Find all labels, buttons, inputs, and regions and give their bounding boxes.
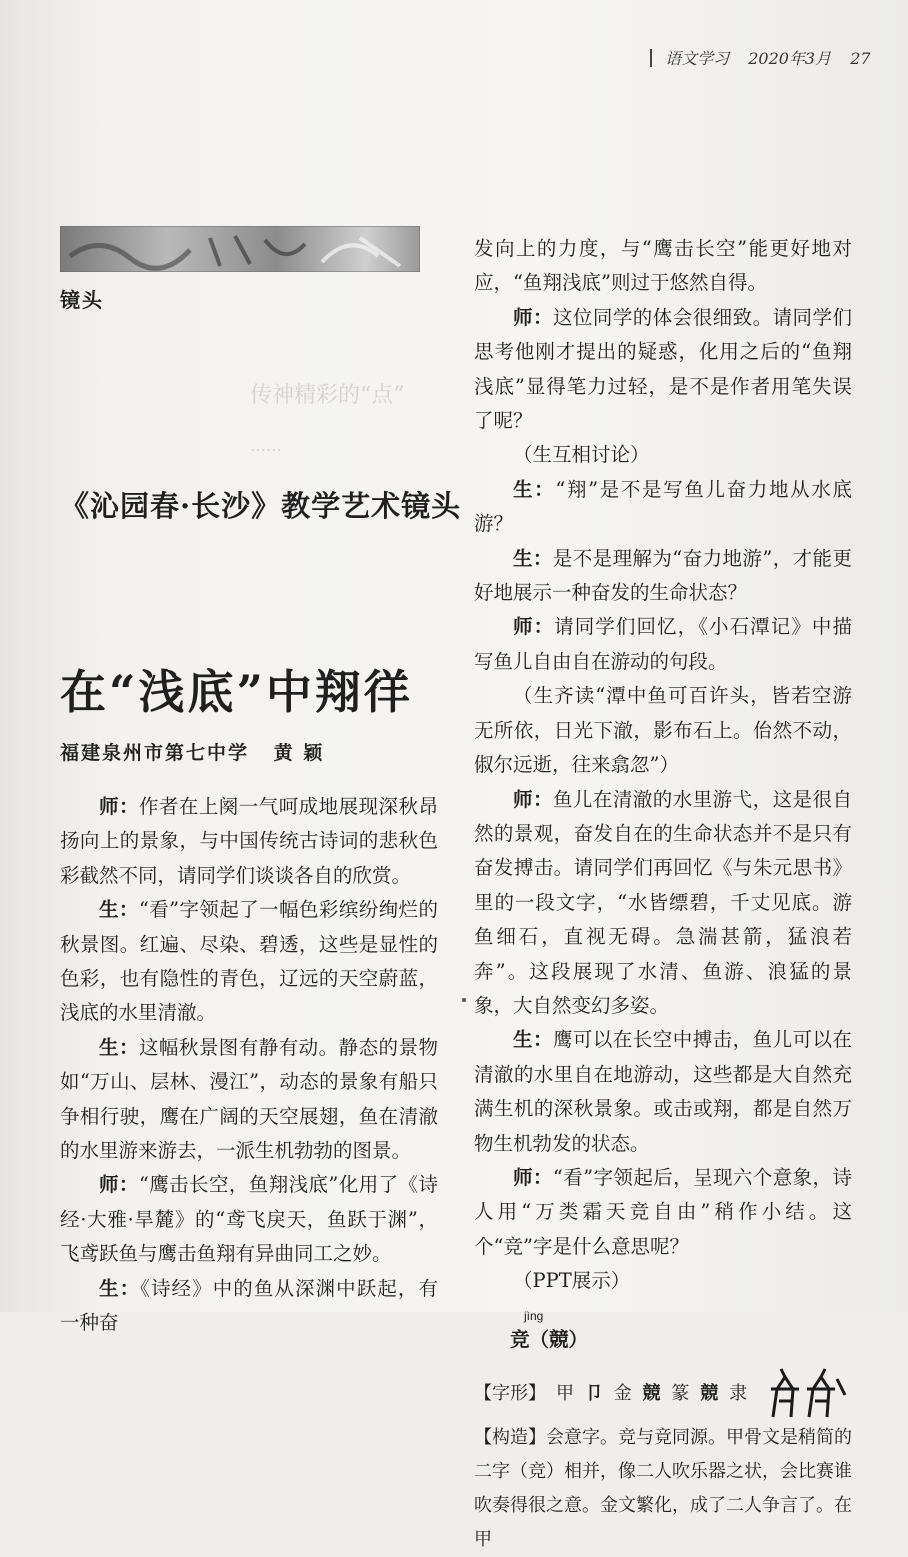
speaker: 生：: [99, 898, 139, 922]
script-form-list: [556, 1377, 747, 1411]
speaker: 生：: [99, 1276, 141, 1300]
paragraph-text: 这幅秋景图有静有动。静态的景物如“万山、层林、漫江”，动态的景象有船只争相行驶，鹰在广阔的天空展翅，鱼在清澈的水里游来游去，一派生机勃勃的图景。: [60, 1035, 438, 1163]
header-divider: [650, 49, 652, 67]
dialogue-paragraph: [474, 1023, 852, 1161]
dialogue-paragraph: [60, 1272, 438, 1341]
speaker: 师：: [99, 1173, 139, 1197]
paragraph-text: 鱼儿在清澈的水里游弋，这是很自然的景观，奋发自在的生命状态并不是只有奋发搏击。请同学们再回忆《与朱元思书》里的一段文字，“水皆缥碧，千丈见底。游鱼细石，直视无碍。急湍甚箭，猛浪若奔”。这段展现了水清、鱼游、浪猛的景象，大自然变幻多姿。: [474, 787, 852, 1017]
paragraph-text: 《诗经》中的鱼从深渊中跃起，有一种奋: [60, 1276, 438, 1335]
dialogue-paragraph: [474, 301, 852, 439]
paragraph-text: （生齐读“潭中鱼可百许头，皆若空游无所依，日光下澈，影布石上。佁然不动，俶尔远逝，往来翕忽”）: [474, 684, 852, 777]
speaker: 师：: [99, 795, 139, 818]
dialogue-paragraph: [474, 610, 852, 679]
dialogue-paragraph: [474, 542, 852, 611]
script-oracle: 甲: [556, 1383, 574, 1404]
dictionary-headword: 竞（競）: [510, 1327, 589, 1351]
stage-direction: [474, 679, 852, 782]
paragraph-text: 是不是理解为“奋力地游”，才能更好地展示一种奋发的生命状态？: [474, 546, 852, 605]
zixing-row: [474, 1367, 852, 1421]
margin-mark: [462, 998, 466, 1002]
paragraph-text: “看”字领起了一幅色彩缤纷绚烂的秋景图。红遍、尽染、碧透，这些是显性的色彩，也有隐性的青色，辽远的天空蔚蓝，浅底的水里清澈。: [60, 898, 438, 1025]
series-title: 《沁园春·长沙》教学艺术镜头: [60, 489, 462, 523]
speaker: 生：: [513, 477, 556, 501]
speaker: 生：: [99, 1035, 139, 1059]
author-school: 福建泉州市第七中学: [60, 742, 250, 764]
column-banner: [60, 226, 420, 272]
speaker: 师：: [513, 787, 553, 811]
byline: [60, 738, 340, 765]
script-bronze: 金: [613, 1383, 632, 1404]
banner-brushstroke-art: [60, 226, 420, 272]
stage-direction: [474, 1264, 852, 1298]
paragraph-text: “看”字领起后，呈现六个意象，诗人用“万类霜天竞自由”稍作小结。这个“竞”字是什么意思呢？: [474, 1165, 852, 1258]
bleed-through-text: ……: [250, 436, 282, 455]
paragraph-text: 请同学们回忆，《小石潭记》中描写鱼儿自由自在游动的句段。: [474, 615, 852, 673]
oracle-glyph-icon: 卩: [584, 1383, 603, 1404]
gouzao-text: 【构造】会意字。竞与竟同源。甲骨文是稍简的二字（竞）相并，像二人吹乐器之状，会比赛谁吹奏得很之意。金文繁化，成了二人争言了。在甲: [474, 1427, 852, 1550]
right-column: [474, 232, 852, 1557]
running-header: [650, 46, 880, 74]
dialogue-paragraph: [60, 893, 438, 1031]
paragraph-text: 作者在上阕一气呵成地展现深秋昂扬向上的景象，与中国传统古诗词的悲秋色彩截然不同，请同学们谈谈各自的欣赏。: [60, 795, 438, 887]
dialogue-paragraph: [60, 1168, 438, 1271]
dialogue-paragraph: [474, 783, 852, 1024]
issue-date: 2020年3月: [748, 49, 832, 68]
dialogue-paragraph: [474, 473, 852, 542]
column-label: 镜头: [60, 288, 104, 312]
author-name: 黄 颖: [273, 742, 325, 764]
paragraph-text: （生互相讨论）: [513, 443, 650, 467]
journal-name: 语文学习: [665, 49, 730, 68]
paragraph-text: 发向上的力度，与“鹰击长空”能更好地对应，“鱼翔浅底”则过于悠然自得。: [474, 237, 852, 295]
paragraph-text: “翔”是不是写鱼儿奋力地从水底游？: [474, 477, 852, 536]
speaker: 生：: [513, 546, 553, 570]
seal-glyph-icon: 競: [700, 1383, 719, 1404]
speaker: 生：: [513, 1028, 553, 1052]
dialogue-paragraph: [60, 1031, 438, 1169]
speaker: 师：: [513, 615, 555, 639]
paragraph-text: 这位同学的体会很细致。请同学们思考他刚才提出的疑惑，化用之后的“鱼翔浅底”显得笔力过轻，是不是作者用笔失误了呢？: [474, 305, 852, 433]
dialogue-paragraph: [60, 790, 438, 893]
paragraph-text: （PPT展示）: [513, 1269, 631, 1293]
dialogue-paragraph: [474, 1161, 852, 1264]
script-seal: 篆: [671, 1383, 690, 1404]
dialogue-paragraph: [474, 232, 852, 301]
paragraph-text: “鹰击长空，鱼翔浅底”化用了《诗经·大雅·旱麓》的“鸢飞戾天，鱼跃于渊”，飞鸢跃鱼与鹰击鱼翔有异曲同工之妙。: [60, 1173, 438, 1266]
article-title: 在“浅底”中翔徉: [60, 665, 413, 719]
bronze-glyph-icon: 競: [642, 1383, 661, 1404]
zixing-label: 【字形】: [474, 1383, 546, 1404]
speaker: 师：: [513, 305, 553, 329]
ancient-character-drawing: [765, 1367, 849, 1421]
bleed-through-text: 传神精彩的“点”: [250, 383, 405, 408]
speaker: 师：: [513, 1165, 553, 1189]
script-clerical: 隶: [729, 1383, 748, 1404]
pinyin-annotation: jìng: [524, 1308, 544, 1323]
left-column: [60, 790, 438, 1341]
stage-direction: [474, 438, 852, 472]
ppt-dictionary-slide: [474, 1367, 852, 1557]
paragraph-text: 鹰可以在长空中搏击，鱼儿可以在清澈的水里自在地游动，这些都是大自然充满生机的深秋景象。或击或翔，都是自然万物生机勃发的状态。: [474, 1028, 852, 1155]
page-number: 27: [850, 49, 871, 68]
